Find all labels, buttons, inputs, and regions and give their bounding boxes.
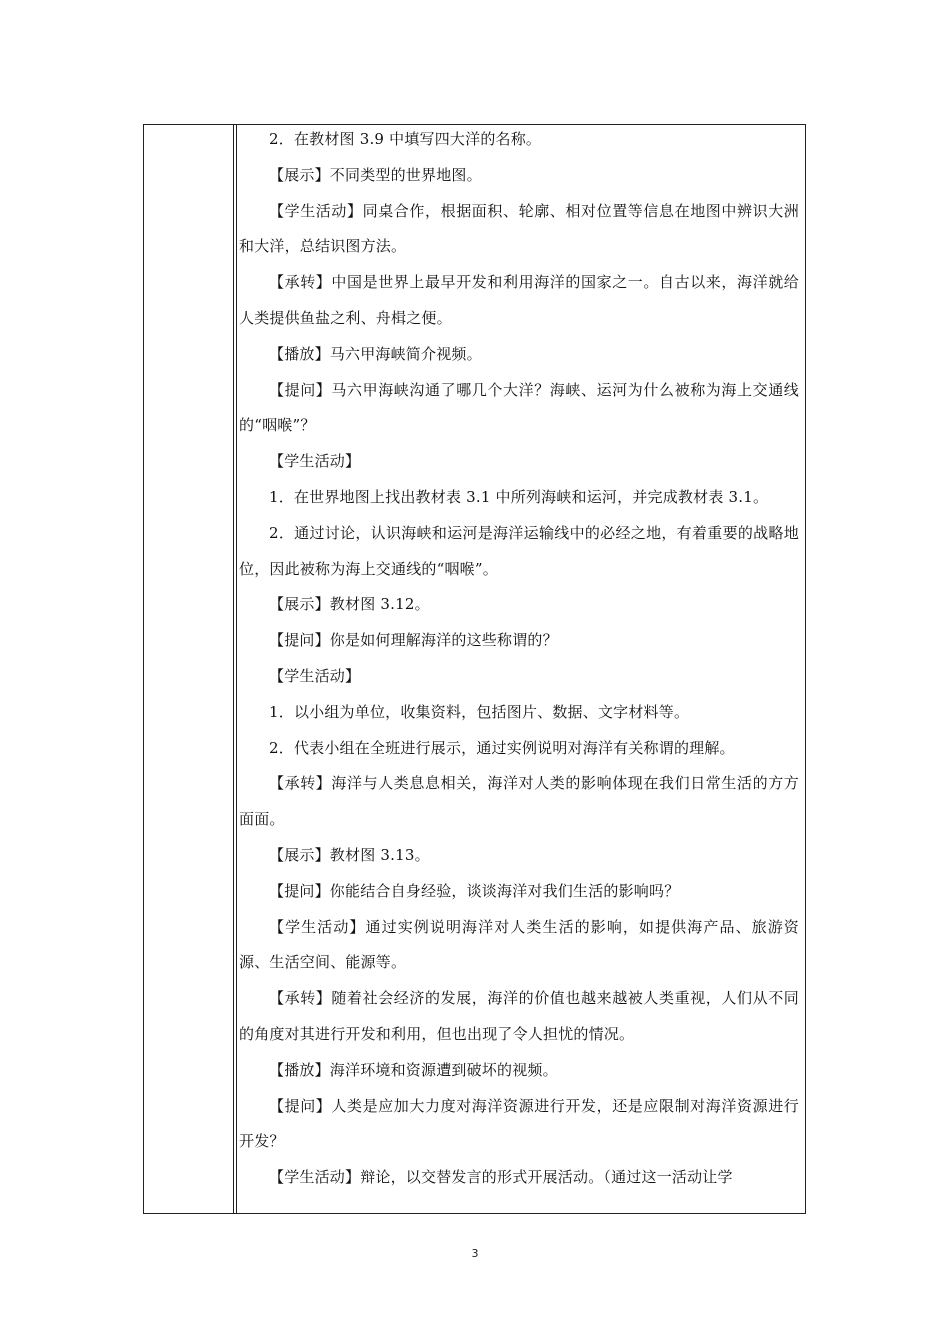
paragraph: 【展示】教材图 3.12。 [269, 595, 430, 614]
paragraph: 【播放】海洋环境和资源遭到破坏的视频。 [269, 1060, 558, 1079]
paragraph: 【展示】不同类型的世界地图。 [269, 165, 482, 184]
paragraph: 【展示】教材图 3.13。 [269, 845, 430, 864]
lesson-table [143, 124, 806, 1214]
paragraph: 【提问】你能结合自身经验，谈谈海洋对我们生活的影响吗？ [269, 881, 680, 900]
paragraph: 1．在世界地图上找出教材表 3.1 中所列海峡和运河，并完成教材表 3.1。 [269, 487, 769, 506]
paragraph: 【学生活动】同桌合作，根据面积、轮廓、相对位置等信息在地图中辨识大洲和大洋，总结识图方法。 [239, 201, 799, 256]
column-divider-left [233, 125, 234, 1213]
paragraph: 【承转】随着社会经济的发展，海洋的价值也越来越被人类重视，人们从不同的角度对其进行开发和利用，但也出现了令人担忧的情况。 [239, 989, 799, 1043]
paragraph: 【提问】马六甲海峡沟通了哪几个大洋？海峡、运河为什么被称为海上交通线的“咽喉”？ [239, 380, 799, 435]
paragraph: 【承转】海洋与人类息息相关，海洋对人类的影响体现在我们日常生活的方方面面。 [239, 774, 799, 829]
paragraph: 【播放】马六甲海峡简介视频。 [269, 344, 482, 363]
column-divider-right [236, 125, 237, 1213]
paragraph: 【提问】你是如何理解海洋的这些称谓的？ [269, 631, 558, 650]
content-cell [239, 125, 799, 1213]
paragraph: 【学生活动】通过实例说明海洋对人类生活的影响，如提供海产品、旅游资源、生活空间、能源等。 [239, 917, 799, 972]
paragraph: 2．在教材图 3.9 中填写四大洋的名称。 [269, 130, 542, 148]
paragraph: 【学生活动】 [269, 666, 361, 685]
paragraph: 【承转】中国是世界上最早开发和利用海洋的国家之一。自古以来，海洋就给人类提供鱼盐之利、舟楫之便。 [239, 273, 799, 327]
page-number: 3 [471, 1247, 479, 1260]
paragraph: 2．通过讨论，认识海峡和运河是海洋运输线中的必经之地，有着重要的战略地位，因此被称为海上交通线的“咽喉”。 [239, 523, 799, 578]
paragraph: 1．以小组为单位，收集资料，包括图片、数据、文字材料等。 [269, 702, 690, 721]
paragraph: 【提问】人类是应加大力度对海洋资源进行开发，还是应限制对海洋资源进行开发？ [239, 1096, 799, 1151]
paragraph: 2．代表小组在全班进行展示，通过实例说明对海洋有关称谓的理解。 [269, 738, 735, 757]
paragraph: 【学生活动】辩论，以交替发言的形式开展活动。（通过这一活动让学 [269, 1168, 733, 1187]
paragraph: 【学生活动】 [269, 452, 361, 471]
